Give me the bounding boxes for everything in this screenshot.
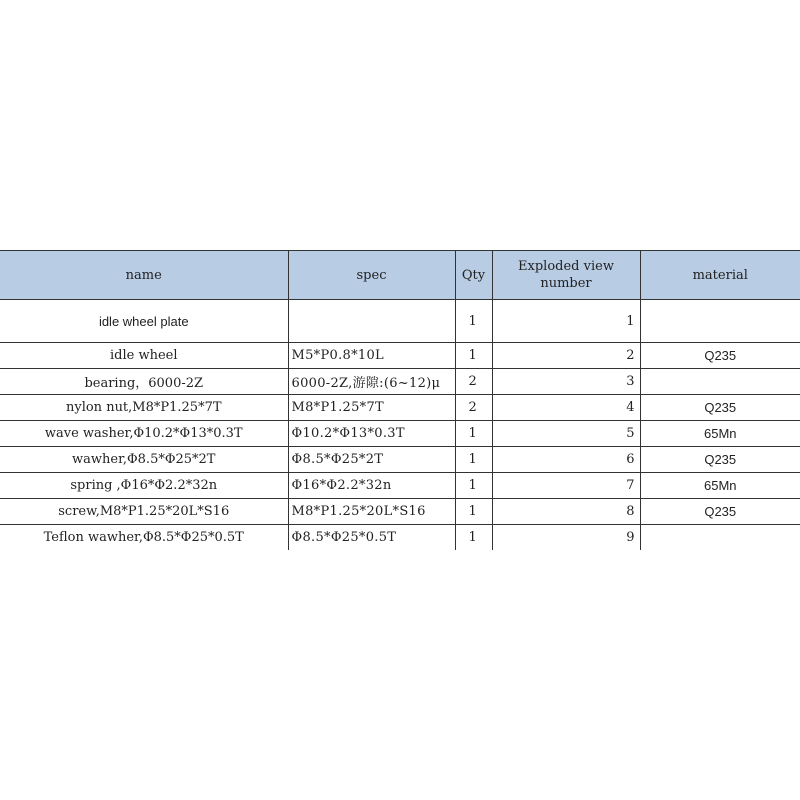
- cell-material: Q235: [640, 447, 800, 473]
- table-row: [0, 421, 800, 447]
- cell-spec: Φ8.5*Φ25*0.5T: [288, 525, 455, 551]
- cell-name: screw,M8*P1.25*20L*S16: [0, 499, 288, 525]
- header-spec: spec: [288, 251, 455, 300]
- cell-qty: 1: [455, 525, 492, 551]
- cell-spec: Φ10.2*Φ13*0.3T: [288, 421, 455, 447]
- cell-name: idle wheel plate: [0, 300, 288, 343]
- cell-number: 3: [492, 369, 640, 395]
- cell-name: spring ,Φ16*Φ2.2*32n: [0, 473, 288, 499]
- cell-qty: 2: [455, 395, 492, 421]
- cell-number: 4: [492, 395, 640, 421]
- cell-spec: Φ8.5*Φ25*2T: [288, 447, 455, 473]
- cell-spec: M8*P1.25*20L*S16: [288, 499, 455, 525]
- table-row: [0, 395, 800, 421]
- table-row: [0, 447, 800, 473]
- cell-spec: [288, 300, 455, 343]
- cell-name: idle wheel: [0, 343, 288, 369]
- cell-qty: 1: [455, 499, 492, 525]
- table-row: [0, 343, 800, 369]
- cell-number: 7: [492, 473, 640, 499]
- cell-spec: M5*P0.8*10L: [288, 343, 455, 369]
- header-qty: Qty: [455, 251, 492, 300]
- cell-qty: 1: [455, 300, 492, 343]
- header-name: name: [0, 251, 288, 300]
- cell-number: 2: [492, 343, 640, 369]
- cell-number: 9: [492, 525, 640, 551]
- cell-material: [640, 369, 800, 395]
- cell-number: 5: [492, 421, 640, 447]
- cell-material: Q235: [640, 343, 800, 369]
- table-row: [0, 473, 800, 499]
- header-row: [0, 251, 800, 300]
- header-material: material: [640, 251, 800, 300]
- cell-material: [640, 525, 800, 551]
- header-exploded-view-number: Exploded view number: [492, 251, 640, 300]
- table-header: [0, 251, 800, 300]
- cell-qty: 1: [455, 473, 492, 499]
- cell-number: 6: [492, 447, 640, 473]
- cell-material: Q235: [640, 499, 800, 525]
- cell-name: nylon nut,M8*P1.25*7T: [0, 395, 288, 421]
- cell-name: bearing，6000-2Z: [0, 369, 288, 395]
- cell-qty: 1: [455, 447, 492, 473]
- table-body: [0, 300, 800, 551]
- cell-material: Q235: [640, 395, 800, 421]
- cell-spec: M8*P1.25*7T: [288, 395, 455, 421]
- table-row: [0, 300, 800, 343]
- cell-material: 65Mn: [640, 421, 800, 447]
- cell-material: [640, 300, 800, 343]
- cell-name: Teflon wawher,Φ8.5*Φ25*0.5T: [0, 525, 288, 551]
- cell-qty: 2: [455, 369, 492, 395]
- table-row: [0, 525, 800, 551]
- cell-name: wawher,Φ8.5*Φ25*2T: [0, 447, 288, 473]
- cell-spec: 6000-2Z,游隙:(6~12)μ: [288, 369, 455, 395]
- table-row: [0, 499, 800, 525]
- cell-number: 1: [492, 300, 640, 343]
- cell-name: wave washer,Φ10.2*Φ13*0.3T: [0, 421, 288, 447]
- cell-material: 65Mn: [640, 473, 800, 499]
- bom-table: [0, 250, 800, 550]
- cell-number: 8: [492, 499, 640, 525]
- table-row: [0, 369, 800, 395]
- cell-qty: 1: [455, 421, 492, 447]
- cell-qty: 1: [455, 343, 492, 369]
- cell-spec: Φ16*Φ2.2*32n: [288, 473, 455, 499]
